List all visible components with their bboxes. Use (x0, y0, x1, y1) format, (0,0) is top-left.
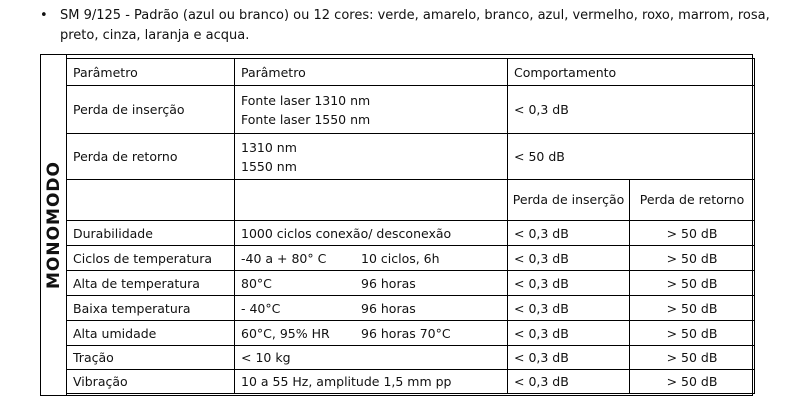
header-comportamento: Comportamento (508, 59, 755, 86)
table-row (67, 246, 755, 271)
insertion-loss-value: < 0,3 dB (508, 86, 755, 134)
header-parametro-2: Parâmetro (235, 59, 508, 86)
intro-bullet-item (40, 6, 775, 46)
row-condition-a: 60°C, 95% HR (241, 325, 330, 341)
row-return-value: > 50 dB (630, 221, 755, 246)
return-loss-label: Perda de retorno (67, 134, 235, 180)
row-insertion-value: < 0,3 dB (508, 346, 630, 370)
row-insertion-value: < 0,3 dB (508, 321, 630, 346)
side-label-column (41, 55, 67, 395)
row-label: Tração (67, 346, 235, 370)
row-label: Alta de temperatura (67, 271, 235, 296)
row-condition-b: 10 ciclos, 6h (361, 250, 440, 266)
row-condition-a: -40 a + 80° C (241, 250, 327, 266)
row-condition (235, 321, 508, 346)
table-row (67, 221, 755, 246)
row-return-value: > 50 dB (630, 296, 755, 321)
row-insertion-value: < 0,3 dB (508, 221, 630, 246)
row-condition: 10 a 55 Hz, amplitude 1,5 mm pp (235, 370, 508, 394)
subheader-perda-retorno: Perda de retorno (630, 180, 755, 221)
insertion-loss-conditions (235, 86, 508, 134)
subheader-empty-2 (235, 180, 508, 221)
row-label: Alta umidade (67, 321, 235, 346)
table-subheader-row (67, 180, 755, 221)
return-loss-value: < 50 dB (508, 134, 755, 180)
side-label-monomodo: MONOMODO (44, 161, 64, 289)
subheader-empty-1 (67, 180, 235, 221)
table-row (67, 321, 755, 346)
row-label: Baixa temperatura (67, 296, 235, 321)
return-loss-conditions (235, 134, 508, 180)
row-return-value: > 50 dB (630, 246, 755, 271)
table-row (67, 370, 755, 394)
insertion-loss-line1: Fonte laser 1310 nm (241, 92, 371, 108)
row-return-value: > 50 dB (630, 370, 755, 394)
table-header-row (67, 59, 755, 86)
return-loss-line2: 1550 nm (241, 158, 297, 174)
table-row (67, 296, 755, 321)
row-condition-a: - 40°C (241, 300, 281, 316)
intro-text: SM 9/125 - Padrão (azul ou branco) ou 12 cores: verde, amarelo, branco, azul, vermelho, roxo, marrom, rosa, preto, cinza, laranja e acqua. (60, 8, 770, 43)
table-row-return-loss (67, 134, 755, 180)
subheader-perda-insercao: Perda de inserção (508, 180, 630, 221)
table-row (67, 271, 755, 296)
table-row-insertion-loss (67, 86, 755, 134)
row-condition-b: 96 horas (361, 275, 416, 291)
spec-table-frame (40, 54, 753, 396)
row-condition: < 10 kg (235, 346, 508, 370)
header-parametro-1: Parâmetro (67, 59, 235, 86)
spec-table (66, 58, 755, 394)
table-row (67, 346, 755, 370)
row-condition (235, 271, 508, 296)
row-condition: 1000 ciclos conexão/ desconexão (235, 221, 508, 246)
row-condition (235, 246, 508, 271)
insertion-loss-line2: Fonte laser 1550 nm (241, 111, 371, 127)
row-condition-b: 96 horas 70°C (361, 325, 451, 341)
row-condition-a: 80°C (241, 275, 272, 291)
row-insertion-value: < 0,3 dB (508, 246, 630, 271)
row-label: Durabilidade (67, 221, 235, 246)
row-return-value: > 50 dB (630, 346, 755, 370)
row-return-value: > 50 dB (630, 321, 755, 346)
return-loss-line1: 1310 nm (241, 139, 297, 155)
row-condition (235, 296, 508, 321)
row-label: Vibração (67, 370, 235, 394)
row-return-value: > 50 dB (630, 271, 755, 296)
row-insertion-value: < 0,3 dB (508, 296, 630, 321)
insertion-loss-label: Perda de inserção (67, 86, 235, 134)
row-condition-b: 96 horas (361, 300, 416, 316)
row-insertion-value: < 0,3 dB (508, 370, 630, 394)
bullet-marker: • (40, 8, 48, 23)
row-label: Ciclos de temperatura (67, 246, 235, 271)
row-insertion-value: < 0,3 dB (508, 271, 630, 296)
